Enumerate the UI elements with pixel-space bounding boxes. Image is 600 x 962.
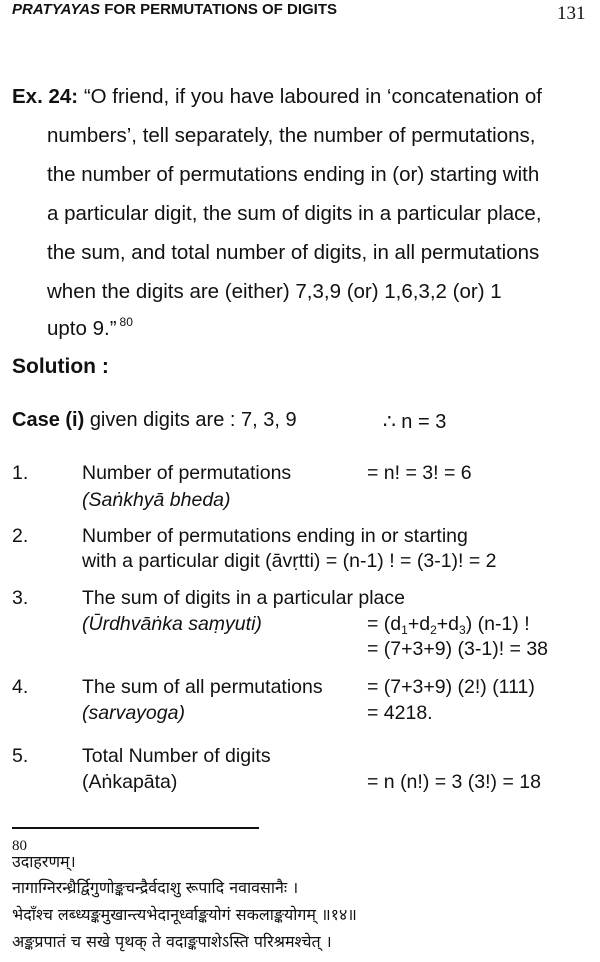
eq-part: +d <box>436 613 459 635</box>
item-1-number: 1. <box>12 462 29 484</box>
footnote-rule <box>12 827 259 829</box>
subscript-2: 2 <box>430 623 437 637</box>
footnote-line-4: अङ्कप्रपातं च सखे पृथक् ते वदाङ्कपाशेऽस्ति परिश्रमश्चेत् । <box>12 932 332 951</box>
case-label: Case (i) <box>12 409 85 431</box>
solution-heading: Solution : <box>12 355 109 378</box>
eq-part: +d <box>407 613 431 635</box>
example-label: Ex. 24: <box>12 85 79 108</box>
example-line-5: the sum, and total number of digits, in all permutations <box>47 241 540 264</box>
item-5-line-1: Total Number of digits <box>82 745 271 767</box>
item-2-number: 2. <box>12 525 29 547</box>
subscript-1: 1 <box>401 623 408 637</box>
footnote-line-1: उदाहरणम्। <box>12 852 76 871</box>
item-5-number: 5. <box>12 745 29 767</box>
footnote-number: 80 <box>12 838 27 854</box>
item-3-equation-1 <box>367 613 530 637</box>
footnote-line-2: नागाग्निरन्ध्रैर्द्विगुणोङ्कचन्द्रैर्वदाशु रूपादि नवावसानैः । <box>12 878 299 897</box>
subscript-3: 3 <box>459 623 466 637</box>
item-5-line-2: (Aṅkapāta) <box>82 771 178 793</box>
example-line-6: when the digits are (either) 7,3,9 (or) 1,6,3,2 (or) 1 <box>47 280 502 303</box>
item-5-equation: = n (n!) = 3 (3!) = 18 <box>367 771 541 793</box>
page-number: 131 <box>557 3 586 24</box>
footnote-ref: 80 <box>119 315 133 329</box>
case-text: given digits are : 7, 3, 9 <box>89 409 297 431</box>
example-line-4: a particular digit, the sum of digits in a particular place, <box>47 202 542 225</box>
item-4-equation-2: = 4218. <box>367 702 433 724</box>
case-n: ∴ n = 3 <box>383 411 447 433</box>
header-title-italic: PRATYAYAS <box>12 1 101 18</box>
item-1-line-2: (Saṅkhyā bheda) <box>82 489 231 511</box>
case-line <box>12 409 297 432</box>
item-3-line-2: (Ūrdhvāṅka saṃyuti) <box>82 613 262 635</box>
footnote-line-3: भेदाँश्च लब्ध्यङ्कमुखान्त्यभेदानूर्ध्वाङ्कयोगं सकलाङ्कयोगम् ॥१४॥ <box>12 905 357 924</box>
item-4-line-1: The sum of all permutations <box>82 676 323 698</box>
item-3-number: 3. <box>12 587 29 609</box>
example-text-7: upto 9.” <box>47 317 117 340</box>
item-4-number: 4. <box>12 676 29 698</box>
eq-part: ) (n-1) ! <box>465 613 530 635</box>
eq-part: = (d <box>367 613 402 635</box>
item-1-equation: = n! = 3! = 6 <box>367 462 472 484</box>
item-4-line-2: (sarvayoga) <box>82 702 185 724</box>
example-line-3: the number of permutations ending in (or) starting with <box>47 163 540 186</box>
item-2-line-1: Number of permutations ending in or starting <box>82 525 468 547</box>
item-2-line-2: with a particular digit (āvṛtti) = (n-1) ! = (3-1)! = 2 <box>82 550 497 572</box>
item-4-equation-1: = (7+3+9) (2!) (111) <box>367 676 535 698</box>
example-line-2: numbers’, tell separately, the number of permutations, <box>47 124 536 147</box>
running-header <box>12 1 337 18</box>
example-line-7 <box>47 316 133 344</box>
header-title-rest: FOR PERMUTATIONS OF DIGITS <box>104 1 338 18</box>
item-3-line-1: The sum of digits in a particular place <box>82 587 405 609</box>
example-line-1 <box>12 84 542 110</box>
item-3-equation-2: = (7+3+9) (3-1)! = 38 <box>367 638 549 660</box>
example-text-1: “O friend, if you have laboured in ‘concatenation of <box>83 85 542 108</box>
item-1-line-1: Number of permutations <box>82 462 292 484</box>
